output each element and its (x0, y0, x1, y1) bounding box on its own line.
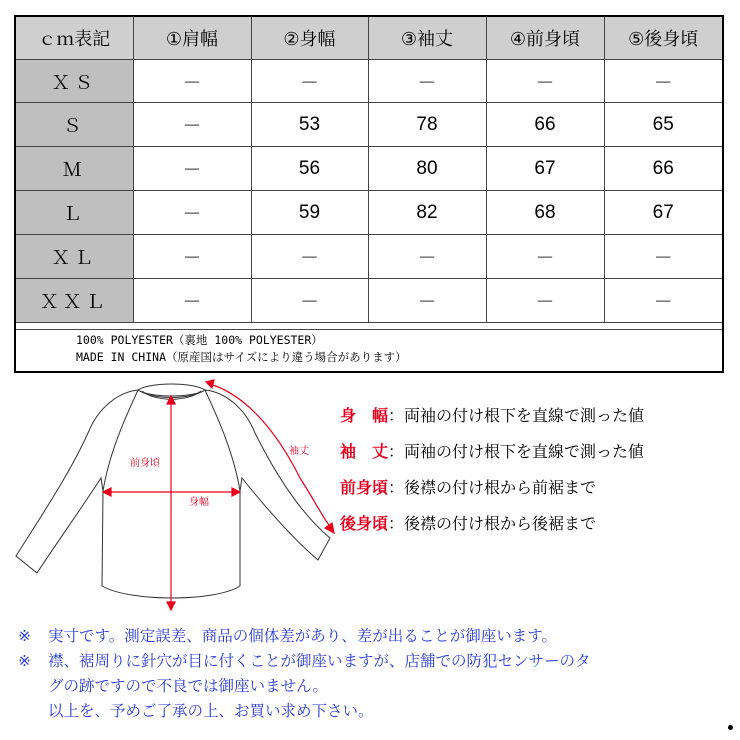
garment-diagram (0, 378, 340, 618)
footnote-line (18, 649, 728, 674)
legend-separator: ： (388, 406, 405, 425)
table-cell: － (368, 279, 486, 323)
header-cell: ⑤後身頃 (604, 17, 722, 60)
footnotes (18, 624, 728, 724)
table-cell: － (251, 60, 368, 103)
table-cell: 68 (486, 191, 604, 235)
front-length-label: 前身頃 (130, 458, 160, 469)
table-cell: 66 (486, 103, 604, 147)
table-cell: － (133, 191, 251, 235)
footnote-line (18, 624, 728, 649)
table-row (16, 60, 722, 103)
footnote-line: グの跡ですので不良では御座いません。 (48, 677, 328, 695)
bullet-dot (728, 725, 733, 730)
legend-text: 両袖の付け根下を直線で測った値 (404, 406, 645, 425)
table-row (16, 191, 722, 235)
header-cell: ①肩幅 (133, 17, 251, 60)
shirt-outline (16, 384, 330, 598)
legend-separator: ： (388, 514, 405, 533)
table-cell: － (133, 235, 251, 279)
footnote-text: 実寸です。測定誤差、商品の個体差があり、差が出ることが御座います。 (48, 627, 558, 645)
table-cell: － (368, 235, 486, 279)
table-cell: － (368, 60, 486, 103)
header-cell: ｃｍ表記 (16, 17, 133, 60)
table-cell: 78 (368, 103, 486, 147)
legend-key: 後身頃 (340, 514, 389, 533)
measurement-legend (340, 398, 644, 542)
legend-key: 身 幅 (340, 406, 389, 425)
legend-key: 袖 丈 (340, 442, 389, 461)
table-cell: 80 (368, 147, 486, 191)
body-width-label: 身幅 (189, 497, 209, 508)
size-table (14, 15, 724, 373)
legend-text: 両袖の付け根下を直線で測った値 (404, 442, 645, 461)
table-row (16, 147, 722, 191)
note-mark: ※ (18, 627, 31, 645)
table-cell: － (604, 279, 722, 323)
size-label: Ｍ (16, 147, 133, 191)
legend-separator: ： (388, 478, 405, 497)
table-cell: 67 (604, 191, 722, 235)
legend-key: 前身頃 (340, 478, 389, 497)
table-cell: － (251, 235, 368, 279)
table-cell: － (486, 279, 604, 323)
size-label: ＸＬ (16, 235, 133, 279)
table-cell: 53 (251, 103, 368, 147)
legend-item (340, 398, 644, 434)
table-cell: － (133, 279, 251, 323)
header-cell: ④前身頃 (486, 17, 604, 60)
table-cell: － (251, 279, 368, 323)
arrow-start-icon (206, 380, 214, 388)
legend-separator: ： (388, 442, 405, 461)
table-cell: 67 (486, 147, 604, 191)
footnote-text: 襟、裾周りに針穴が目に付くことが御座いますが、店舗での防犯センサーのタ (48, 652, 591, 670)
table-cell: － (486, 235, 604, 279)
legend-item (340, 470, 644, 506)
note-mark: ※ (18, 652, 31, 670)
material-note (16, 329, 722, 371)
collar (138, 384, 205, 396)
table-cell: － (133, 103, 251, 147)
size-label: Ｓ (16, 103, 133, 147)
table-cell: 65 (604, 103, 722, 147)
arrow-down-icon (167, 602, 175, 610)
legend-item (340, 506, 644, 542)
table-cell: － (133, 60, 251, 103)
table-row (16, 103, 722, 147)
table-cell: － (486, 60, 604, 103)
origin-line: MADE IN CHINA（原産国はサイズにより違う場合があります） (76, 350, 407, 364)
footnote-line: 以上を、予めご了承の上、お買い求め下さい。 (48, 702, 374, 720)
table-cell: 66 (604, 147, 722, 191)
size-label: Ｌ (16, 191, 133, 235)
size-label: ＸＸＬ (16, 279, 133, 323)
header-row (16, 17, 722, 60)
header-cell: ③袖丈 (368, 17, 486, 60)
table-cell: 82 (368, 191, 486, 235)
header-cell: ②身幅 (251, 17, 368, 60)
legend-item (340, 434, 644, 470)
table-row (16, 279, 722, 323)
legend-text: 後襟の付け根から後裾まで (404, 514, 597, 533)
size-label: ＸＳ (16, 60, 133, 103)
table-cell: 56 (251, 147, 368, 191)
table-cell: － (604, 235, 722, 279)
table-row (16, 235, 722, 279)
legend-text: 後襟の付け根から前裾まで (404, 478, 597, 497)
sleeve-length-label: 袖丈 (289, 446, 309, 457)
size-grid (16, 17, 722, 323)
arrow-end-icon (325, 523, 334, 533)
material-line: 100% POLYESTER（裏地 100% POLYESTER） (76, 333, 323, 347)
table-cell: － (604, 60, 722, 103)
table-cell: 59 (251, 191, 368, 235)
table-cell: － (133, 147, 251, 191)
